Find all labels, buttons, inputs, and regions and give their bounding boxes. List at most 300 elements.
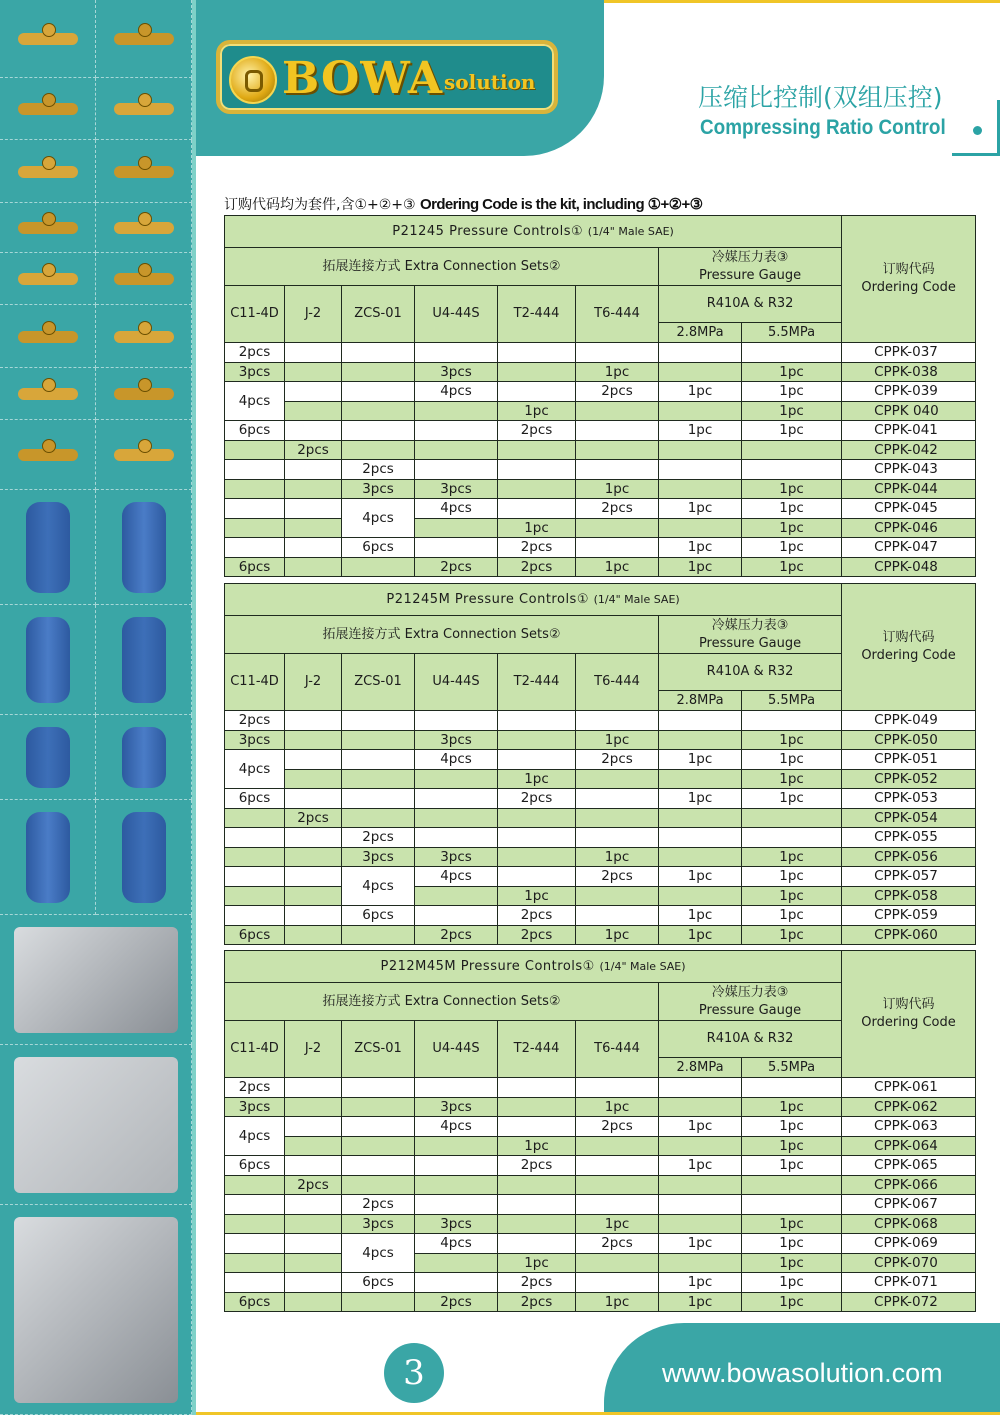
table-cell: 1pc bbox=[742, 1234, 842, 1254]
table-cell bbox=[576, 440, 659, 460]
table-cell bbox=[498, 382, 576, 402]
table-cell bbox=[415, 769, 498, 789]
table-row bbox=[225, 1156, 976, 1176]
pressure-gauge-header bbox=[659, 616, 842, 654]
table-cell bbox=[342, 1292, 415, 1312]
table-cell bbox=[576, 343, 659, 363]
table-cell: 4pcs bbox=[415, 1117, 498, 1137]
table-cell bbox=[285, 906, 342, 926]
ordering-code-cell: CPPK-068 bbox=[842, 1214, 976, 1234]
table-cell: 1pc bbox=[742, 1292, 842, 1312]
column-header: C11-4D bbox=[225, 654, 285, 711]
table-cell: 1pc bbox=[576, 1292, 659, 1312]
table-cell bbox=[742, 828, 842, 848]
table-cell: 6pcs bbox=[225, 1292, 285, 1312]
table-cell: 1pc bbox=[742, 1214, 842, 1234]
pressure-gauge-header bbox=[659, 983, 842, 1021]
website-link[interactable]: www.bowasolution.com bbox=[662, 1358, 943, 1388]
table-cell bbox=[342, 440, 415, 460]
table-cell bbox=[415, 401, 498, 421]
table-cell bbox=[659, 518, 742, 538]
ordering-code-cell: CPPK-061 bbox=[842, 1078, 976, 1098]
ordering-code-cell: CPPK 040 bbox=[842, 401, 976, 421]
table-cell bbox=[285, 1214, 342, 1234]
table-cell: 1pc bbox=[659, 1292, 742, 1312]
table-cell bbox=[415, 906, 498, 926]
table-cell bbox=[576, 518, 659, 538]
table-cell bbox=[285, 401, 342, 421]
pressure-gauge-header bbox=[659, 248, 842, 286]
table-cell bbox=[342, 1156, 415, 1176]
table-title bbox=[225, 951, 842, 983]
table-cell bbox=[342, 343, 415, 363]
column-header: U4-44S bbox=[415, 1021, 498, 1078]
table-cell bbox=[415, 1195, 498, 1215]
ordering-code-cell: CPPK-060 bbox=[842, 925, 976, 945]
table-cell: 3pcs bbox=[342, 1214, 415, 1234]
table-cell bbox=[285, 382, 342, 402]
equipment-icon bbox=[14, 927, 178, 1033]
column-header: C11-4D bbox=[225, 1021, 285, 1078]
table-cell bbox=[342, 750, 415, 770]
ordering-code-cell: CPPK-066 bbox=[842, 1175, 976, 1195]
pressure-rating-header: 5.5MPa bbox=[742, 1058, 842, 1078]
table-cell: 1pc bbox=[742, 557, 842, 577]
table-row bbox=[225, 769, 976, 789]
table-cell: 2pcs bbox=[415, 557, 498, 577]
column-header: J-2 bbox=[285, 1021, 342, 1078]
table-cell: 1pc bbox=[576, 362, 659, 382]
table-cell bbox=[498, 1078, 576, 1098]
table-cell: 2pcs bbox=[225, 711, 285, 731]
ordering-code-cell: CPPK-067 bbox=[842, 1195, 976, 1215]
table-cell: 1pc bbox=[659, 1273, 742, 1293]
table-cell: 1pc bbox=[659, 421, 742, 441]
table-cell: 6pcs bbox=[225, 1156, 285, 1176]
table-cell bbox=[342, 1117, 415, 1137]
receiver-tank-icon bbox=[26, 727, 70, 788]
table-cell bbox=[285, 886, 342, 906]
ordering-code-header bbox=[842, 951, 976, 1078]
table-cell bbox=[498, 750, 576, 770]
pressure-control-table bbox=[224, 215, 976, 577]
table-cell: 4pcs bbox=[415, 750, 498, 770]
table-cell: 1pc bbox=[659, 867, 742, 887]
table-row bbox=[225, 460, 976, 480]
table-row bbox=[225, 789, 976, 809]
extra-connection-sets-header: 拓展连接方式 Extra Connection Sets② bbox=[225, 983, 659, 1021]
ordering-code-cell: CPPK-038 bbox=[842, 362, 976, 382]
table-cell: 2pcs bbox=[285, 808, 342, 828]
table-cell bbox=[285, 557, 342, 577]
table-cell: 2pcs bbox=[342, 1195, 415, 1215]
table-cell bbox=[285, 867, 342, 887]
table-cell bbox=[659, 401, 742, 421]
table-cell bbox=[659, 1253, 742, 1273]
table-cell: 1pc bbox=[742, 479, 842, 499]
table-cell: 4pcs bbox=[225, 1117, 285, 1156]
table-row bbox=[225, 847, 976, 867]
valve-icon bbox=[18, 388, 78, 400]
table-cell: 1pc bbox=[498, 886, 576, 906]
valve-icon bbox=[18, 449, 78, 461]
table-cell: 1pc bbox=[498, 518, 576, 538]
table-cell: 1pc bbox=[742, 750, 842, 770]
product-sidebar bbox=[0, 0, 196, 1415]
table-cell bbox=[225, 440, 285, 460]
table-row bbox=[225, 730, 976, 750]
ordering-code-cell: CPPK-048 bbox=[842, 557, 976, 577]
table-cell bbox=[498, 1214, 576, 1234]
table-cell bbox=[225, 1234, 285, 1254]
table-cell bbox=[659, 769, 742, 789]
table-cell bbox=[342, 382, 415, 402]
product-thumbnail bbox=[96, 368, 192, 420]
table-cell: 2pcs bbox=[498, 1273, 576, 1293]
valve-icon bbox=[114, 33, 174, 45]
brand-name: BOWA bbox=[282, 53, 444, 104]
table-cell: 2pcs bbox=[498, 789, 576, 809]
table-cell: 4pcs bbox=[415, 1234, 498, 1254]
table-cell: 2pcs bbox=[576, 867, 659, 887]
table-cell bbox=[659, 886, 742, 906]
ordering-code-cell: CPPK-063 bbox=[842, 1117, 976, 1137]
table-cell: 1pc bbox=[659, 499, 742, 519]
table-cell bbox=[225, 538, 285, 558]
product-thumbnail-grid bbox=[0, 0, 192, 1415]
table-cell: 2pcs bbox=[285, 1175, 342, 1195]
table-cell bbox=[225, 1214, 285, 1234]
column-header: T2-444 bbox=[498, 654, 576, 711]
table-cell: 1pc bbox=[498, 1253, 576, 1273]
table-cell bbox=[225, 886, 285, 906]
table-cell: 4pcs bbox=[342, 867, 415, 906]
table-cell bbox=[285, 499, 342, 519]
ordering-code-cell: CPPK-047 bbox=[842, 538, 976, 558]
table-cell: 2pcs bbox=[576, 382, 659, 402]
table-cell bbox=[415, 460, 498, 480]
table-cell: 2pcs bbox=[498, 906, 576, 926]
table-cell bbox=[498, 847, 576, 867]
table-cell bbox=[342, 808, 415, 828]
top-accent-line bbox=[604, 0, 1000, 3]
extra-connection-sets-header: 拓展连接方式 Extra Connection Sets② bbox=[225, 616, 659, 654]
table-cell: 1pc bbox=[576, 479, 659, 499]
table-row bbox=[225, 479, 976, 499]
table-title-note: (1/4" Male SAE) bbox=[599, 959, 686, 973]
table-cell: 1pc bbox=[742, 538, 842, 558]
table-cell bbox=[659, 711, 742, 731]
table-cell: 6pcs bbox=[342, 538, 415, 558]
pressure-rating-header: 5.5MPa bbox=[742, 323, 842, 343]
table-cell bbox=[576, 808, 659, 828]
ordering-code-cell: CPPK-056 bbox=[842, 847, 976, 867]
ordering-code-cell: CPPK-059 bbox=[842, 906, 976, 926]
table-cell bbox=[576, 1156, 659, 1176]
table-cell bbox=[576, 1253, 659, 1273]
table-row bbox=[225, 1214, 976, 1234]
table-cell: 1pc bbox=[576, 925, 659, 945]
table-cell: 1pc bbox=[742, 906, 842, 926]
table-cell: 1pc bbox=[742, 1136, 842, 1156]
receiver-tank-icon bbox=[122, 502, 166, 593]
table-cell bbox=[742, 440, 842, 460]
product-thumbnail bbox=[96, 140, 192, 203]
valve-icon bbox=[18, 331, 78, 343]
ordering-code-cell: CPPK-039 bbox=[842, 382, 976, 402]
table-cell bbox=[285, 847, 342, 867]
pressure-gauge-header-en: Pressure Gauge bbox=[698, 1002, 802, 1018]
table-cell bbox=[498, 711, 576, 731]
table-cell: 1pc bbox=[498, 401, 576, 421]
table-cell: 4pcs bbox=[342, 1234, 415, 1273]
table-cell bbox=[342, 401, 415, 421]
product-thumbnail bbox=[96, 605, 192, 715]
table-cell: 1pc bbox=[498, 769, 576, 789]
intro-note-zh: 订购代码均为套件,含①+②+③ bbox=[224, 197, 421, 213]
table-cell bbox=[415, 1136, 498, 1156]
table-cell bbox=[415, 711, 498, 731]
table-cell: 3pcs bbox=[225, 362, 285, 382]
table-cell: 4pcs bbox=[415, 499, 498, 519]
table-cell: 1pc bbox=[742, 1097, 842, 1117]
product-thumbnail bbox=[96, 420, 192, 490]
table-row bbox=[225, 828, 976, 848]
table-cell: 1pc bbox=[659, 750, 742, 770]
table-cell bbox=[498, 1195, 576, 1215]
table-cell: 4pcs bbox=[225, 382, 285, 421]
brand-tagline: solution bbox=[444, 70, 536, 94]
table-cell bbox=[415, 1156, 498, 1176]
sidebar-edge bbox=[192, 0, 196, 1415]
ordering-code-header bbox=[842, 584, 976, 711]
table-cell: 1pc bbox=[742, 789, 842, 809]
logo-emblem-icon bbox=[229, 56, 277, 104]
table-cell bbox=[225, 1253, 285, 1273]
product-thumbnail bbox=[96, 715, 192, 800]
ordering-code-cell: CPPK-043 bbox=[842, 460, 976, 480]
table-cell bbox=[415, 886, 498, 906]
table-cell bbox=[498, 730, 576, 750]
intro-note-en: Ordering Code is the kit, including ①+②+③ bbox=[420, 196, 703, 213]
product-thumbnail bbox=[0, 253, 96, 305]
ordering-code-cell: CPPK-046 bbox=[842, 518, 976, 538]
table-cell: 2pcs bbox=[225, 343, 285, 363]
table-cell bbox=[415, 538, 498, 558]
table-title-text: P212M45M Pressure Controls① bbox=[380, 958, 595, 974]
table-row bbox=[225, 343, 976, 363]
table-cell: 4pcs bbox=[415, 867, 498, 887]
table-cell bbox=[659, 343, 742, 363]
table-cell bbox=[285, 1195, 342, 1215]
table-cell bbox=[225, 828, 285, 848]
table-cell bbox=[285, 750, 342, 770]
table-cell: 1pc bbox=[742, 421, 842, 441]
table-cell: 2pcs bbox=[498, 557, 576, 577]
table-title-text: P21245 Pressure Controls① bbox=[392, 223, 584, 239]
table-cell bbox=[576, 1273, 659, 1293]
table-cell bbox=[285, 828, 342, 848]
table-cell bbox=[225, 906, 285, 926]
table-title-note: (1/4" Male SAE) bbox=[593, 592, 680, 606]
page-number: 3 bbox=[384, 1343, 444, 1403]
table-cell bbox=[415, 440, 498, 460]
table-cell: 1pc bbox=[576, 1097, 659, 1117]
table-cell: 2pcs bbox=[498, 538, 576, 558]
table-cell: 1pc bbox=[659, 382, 742, 402]
table-cell bbox=[576, 401, 659, 421]
receiver-tank-icon bbox=[26, 617, 70, 703]
table-cell bbox=[576, 1175, 659, 1195]
table-cell: 6pcs bbox=[225, 421, 285, 441]
table-cell: 6pcs bbox=[225, 789, 285, 809]
table-cell: 1pc bbox=[742, 1273, 842, 1293]
product-thumbnail bbox=[0, 605, 96, 715]
table-cell bbox=[415, 421, 498, 441]
table-cell: 2pcs bbox=[498, 1292, 576, 1312]
table-cell bbox=[659, 362, 742, 382]
table-cell bbox=[342, 730, 415, 750]
table-cell bbox=[659, 1214, 742, 1234]
table-cell: 2pcs bbox=[342, 460, 415, 480]
ordering-code-cell: CPPK-058 bbox=[842, 886, 976, 906]
product-thumbnail bbox=[96, 800, 192, 915]
valve-icon bbox=[114, 273, 174, 285]
table-cell bbox=[285, 538, 342, 558]
pressure-gauge-header-en: Pressure Gauge bbox=[698, 267, 802, 283]
table-cell bbox=[285, 1136, 342, 1156]
table-row bbox=[225, 440, 976, 460]
pressure-control-table bbox=[224, 583, 976, 945]
table-cell bbox=[498, 440, 576, 460]
table-cell bbox=[415, 808, 498, 828]
table-cell bbox=[659, 460, 742, 480]
table-cell bbox=[659, 847, 742, 867]
table-title-text: P21245M Pressure Controls① bbox=[386, 591, 589, 607]
ordering-code-header-en: Ordering Code bbox=[861, 648, 956, 663]
table-cell bbox=[576, 1136, 659, 1156]
ordering-code-cell: CPPK-062 bbox=[842, 1097, 976, 1117]
product-thumbnail bbox=[0, 490, 96, 605]
table-cell: 3pcs bbox=[415, 362, 498, 382]
ordering-code-cell: CPPK-045 bbox=[842, 499, 976, 519]
equipment-icon bbox=[14, 1217, 178, 1403]
table-cell bbox=[415, 343, 498, 363]
table-cell bbox=[285, 343, 342, 363]
table-cell bbox=[285, 789, 342, 809]
table-cell bbox=[225, 499, 285, 519]
product-thumbnail bbox=[0, 140, 96, 203]
table-cell: 1pc bbox=[576, 730, 659, 750]
table-row bbox=[225, 886, 976, 906]
table-cell: 4pcs bbox=[342, 499, 415, 538]
table-cell: 1pc bbox=[742, 847, 842, 867]
valve-icon bbox=[18, 166, 78, 178]
equipment-icon bbox=[14, 1057, 178, 1193]
table-row bbox=[225, 538, 976, 558]
ordering-code-cell: CPPK-055 bbox=[842, 828, 976, 848]
table-row bbox=[225, 421, 976, 441]
table-cell bbox=[498, 1117, 576, 1137]
table-cell: 1pc bbox=[742, 867, 842, 887]
receiver-tank-icon bbox=[26, 812, 70, 903]
table-cell bbox=[225, 518, 285, 538]
valve-icon bbox=[18, 103, 78, 115]
table-cell bbox=[225, 1195, 285, 1215]
ordering-code-header-en: Ordering Code bbox=[861, 280, 956, 295]
receiver-tank-icon bbox=[122, 617, 166, 703]
table-cell bbox=[285, 1156, 342, 1176]
pressure-rating-header: 2.8MPa bbox=[659, 1058, 742, 1078]
table-cell bbox=[498, 362, 576, 382]
table-cell: 1pc bbox=[659, 789, 742, 809]
valve-icon bbox=[18, 33, 78, 45]
valve-icon bbox=[18, 222, 78, 234]
pressure-control-table bbox=[224, 950, 976, 1312]
table-cell: 1pc bbox=[659, 557, 742, 577]
table-cell bbox=[659, 479, 742, 499]
receiver-tank-icon bbox=[122, 727, 166, 788]
table-cell bbox=[225, 460, 285, 480]
product-thumbnail bbox=[96, 253, 192, 305]
ordering-code-cell: CPPK-069 bbox=[842, 1234, 976, 1254]
table-cell bbox=[498, 828, 576, 848]
table-row bbox=[225, 401, 976, 421]
pressure-gauge-header-en: Pressure Gauge bbox=[698, 635, 802, 651]
ordering-code-cell: CPPK-051 bbox=[842, 750, 976, 770]
table-cell bbox=[285, 518, 342, 538]
table-cell: 2pcs bbox=[576, 499, 659, 519]
table-row bbox=[225, 925, 976, 945]
table-cell bbox=[415, 1078, 498, 1098]
table-cell bbox=[576, 538, 659, 558]
table-cell bbox=[342, 1136, 415, 1156]
table-cell: 2pcs bbox=[576, 750, 659, 770]
column-header: ZCS-01 bbox=[342, 286, 415, 343]
product-thumbnail bbox=[0, 1205, 192, 1415]
table-cell bbox=[498, 867, 576, 887]
table-row bbox=[225, 808, 976, 828]
table-cell: 4pcs bbox=[415, 382, 498, 402]
table-cell bbox=[742, 711, 842, 731]
table-row bbox=[225, 382, 976, 402]
table-title bbox=[225, 216, 842, 248]
product-thumbnail bbox=[0, 915, 192, 1045]
table-cell bbox=[498, 499, 576, 519]
table-cell bbox=[659, 1195, 742, 1215]
table-cell bbox=[342, 1078, 415, 1098]
pressure-rating-header: 5.5MPa bbox=[742, 691, 842, 711]
table-cell bbox=[576, 886, 659, 906]
table-cell bbox=[659, 730, 742, 750]
table-cell bbox=[576, 460, 659, 480]
table-cell: 3pcs bbox=[415, 730, 498, 750]
table-cell bbox=[225, 867, 285, 887]
table-cell bbox=[415, 1253, 498, 1273]
table-cell bbox=[225, 1175, 285, 1195]
ordering-code-cell: CPPK-041 bbox=[842, 421, 976, 441]
table-cell: 3pcs bbox=[415, 479, 498, 499]
ordering-code-cell: CPPK-072 bbox=[842, 1292, 976, 1312]
table-cell bbox=[415, 789, 498, 809]
table-cell: 3pcs bbox=[225, 1097, 285, 1117]
table-cell: 2pcs bbox=[285, 440, 342, 460]
valve-icon bbox=[114, 166, 174, 178]
ordering-code-cell: CPPK-057 bbox=[842, 867, 976, 887]
table-cell: 3pcs bbox=[225, 730, 285, 750]
column-header: T2-444 bbox=[498, 286, 576, 343]
table-row bbox=[225, 1175, 976, 1195]
